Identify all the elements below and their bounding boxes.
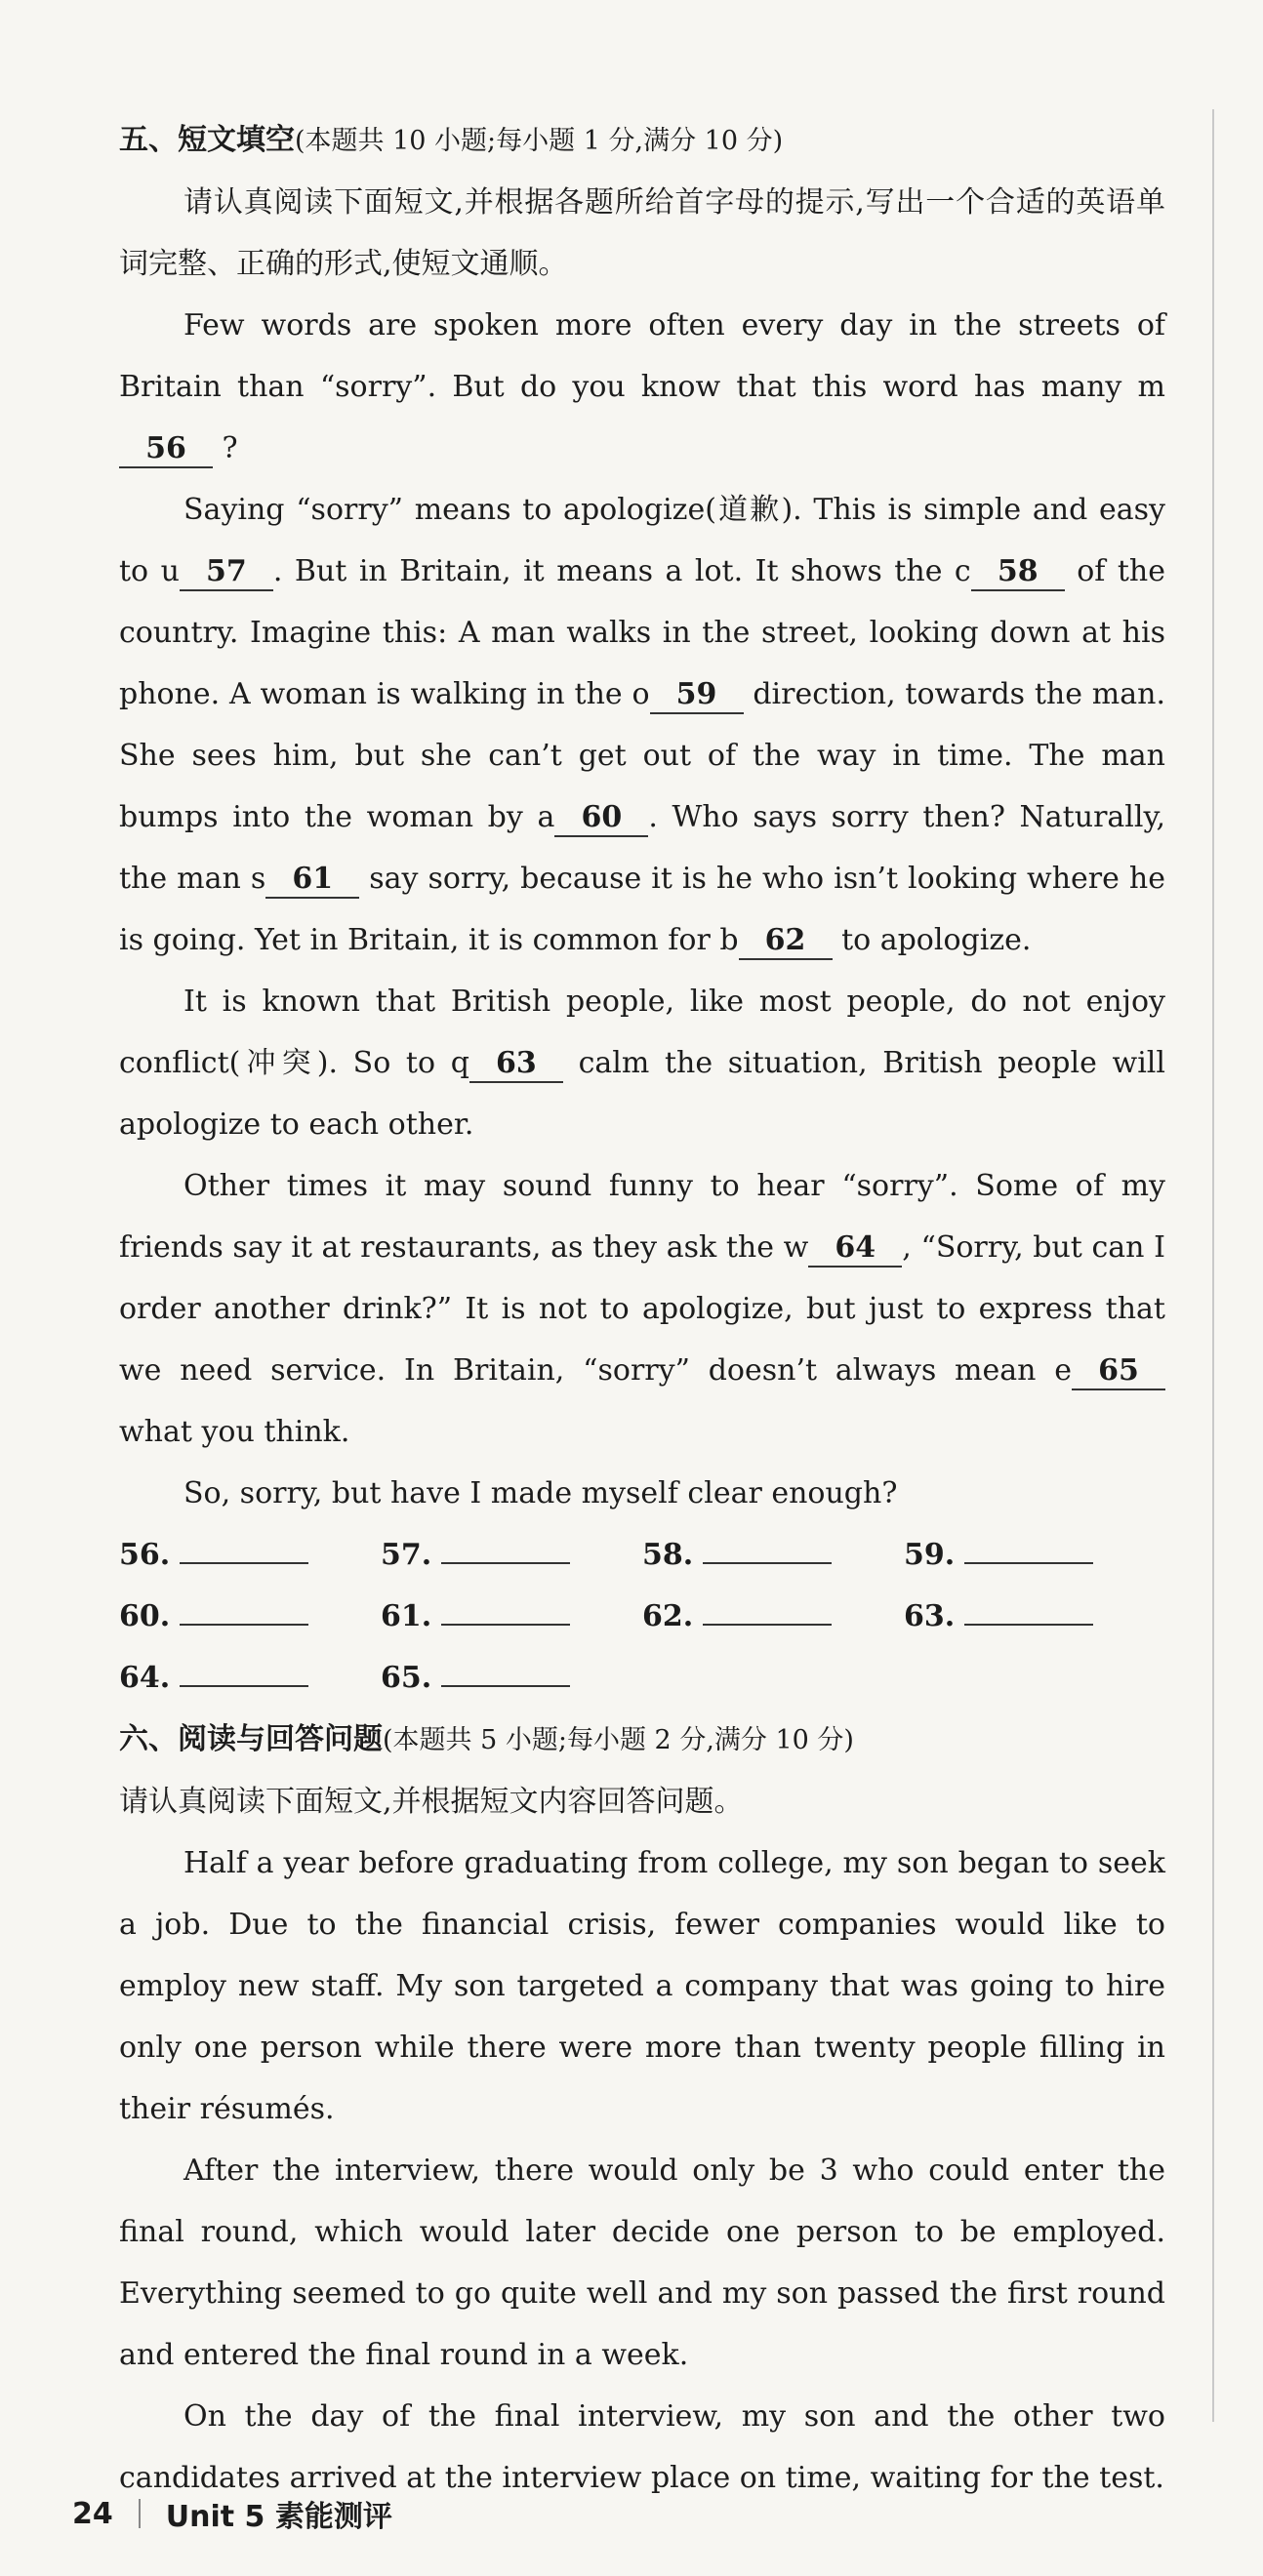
unit-title: Unit 5 素能测评 — [165, 2500, 392, 2534]
section6-paragraph-2: After the interview, there would only be 3 who could enter the final round, which would later decide one person to be employed. Everything seemed to go quite well and my son passed the first round and entered the final round in a week. — [119, 2153, 1165, 2372]
answer-64: 64. — [119, 1647, 381, 1709]
section5-heading — [119, 109, 1165, 172]
content — [119, 109, 1165, 2509]
section5-paragraph-2: Saying “sorry” means to apologize(道歉). This is simple and easy to u 57 . But in Britain, it means a lot. It shows the c 58 of the country. Imagine this: A man walks in the street, looking down at his phone. A woman is walking in the o 59 direction, towards the man. She sees him, but she can’t get out of the way in time. The man bumps into the woman by a 60 . Who says sorry then? Naturally, the man s 61 say sorry, because it is he who isn’t looking where he is going. Yet in Britain, it is common for b 62 to apologize. — [119, 479, 1165, 971]
blank-63: 63 — [469, 1046, 563, 1083]
page-number: 24 — [72, 2496, 113, 2531]
answer-63: 63. — [904, 1586, 1165, 1647]
answer-line[interactable] — [964, 1535, 1093, 1564]
section6-paragraph-1: Half a year before graduating from college, my son began to seek a job. Due to the financial crisis, fewer companies would like to employ new staff. My son targeted a company that was going to hire only one person while there were more than twenty people filling in their résumés. — [119, 1846, 1165, 2126]
answer-line[interactable] — [441, 1535, 570, 1564]
page-footer — [72, 2492, 392, 2535]
answer-62: 62. — [642, 1586, 904, 1647]
section6-note: (本题共 5 小题;每小题 2 分,满分 10 分) — [383, 1725, 854, 1755]
answer-60: 60. — [119, 1586, 381, 1647]
blank-59: 59 — [650, 677, 744, 714]
blank-64: 64 — [808, 1230, 902, 1268]
section5-instruction: 请认真阅读下面短文,并根据各题所给首字母的提示,写出一个合适的英语单词完整、正确的形式,使短文通顺。 — [119, 185, 1165, 281]
answer-line[interactable] — [964, 1596, 1093, 1626]
answer-61: 61. — [381, 1586, 642, 1647]
blank-62: 62 — [739, 923, 833, 960]
section6-paragraph-3: On the day of the final interview, my son and the other two candidates arrived at the interview place on time, waiting for the test. — [119, 2399, 1165, 2495]
section6-heading — [119, 1709, 1165, 1771]
section5-title: 五、短文填空 — [119, 123, 295, 157]
answer-line[interactable] — [180, 1658, 308, 1687]
answer-56: 56. — [119, 1524, 381, 1586]
answer-line[interactable] — [180, 1535, 308, 1564]
answer-grid — [119, 1524, 1165, 1709]
section5-paragraph-5: So, sorry, but have I made myself clear enough? — [183, 1476, 898, 1510]
answer-line[interactable] — [441, 1658, 570, 1687]
blank-57: 57 — [180, 554, 273, 591]
section5-paragraph-1: Few words are spoken more often every day in the streets of Britain than “sorry”. But do you know that this word has many m56 ? — [119, 295, 1165, 479]
section6-title: 六、阅读与回答问题 — [119, 1722, 383, 1756]
answer-line[interactable] — [703, 1596, 832, 1626]
blank-60: 60 — [554, 800, 648, 837]
margin-divider — [1212, 109, 1214, 2422]
answer-57: 57. — [381, 1524, 642, 1586]
answer-line[interactable] — [703, 1535, 832, 1564]
section5-note: (本题共 10 小题;每小题 1 分,满分 10 分) — [295, 126, 784, 156]
blank-61: 61 — [265, 862, 359, 899]
section5-paragraph-3: It is known that British people, like most people, do not enjoy conflict(冲突). So to q 63 calm the situation, British people will apologize to each other. — [119, 985, 1165, 1142]
answer-line[interactable] — [180, 1596, 308, 1626]
answer-59: 59. — [904, 1524, 1165, 1586]
answer-58: 58. — [642, 1524, 904, 1586]
footer-divider — [139, 2499, 141, 2528]
blank-56: 56 — [119, 431, 213, 468]
answer-line[interactable] — [441, 1596, 570, 1626]
blank-58: 58 — [971, 554, 1065, 591]
answer-65: 65. — [381, 1647, 642, 1709]
section6-instruction: 请认真阅读下面短文,并根据短文内容回答问题。 — [119, 1785, 744, 1819]
blank-65: 65 — [1072, 1353, 1165, 1390]
section5-paragraph-4: Other times it may sound funny to hear “sorry”. Some of my friends say it at restaurants, as they ask the w 64 , “Sorry, but can I order another drink?” It is not to apologize, but just to express that we need service. In Britain, “sorry” doesn’t always mean e 65 what you think. — [119, 1169, 1165, 1449]
